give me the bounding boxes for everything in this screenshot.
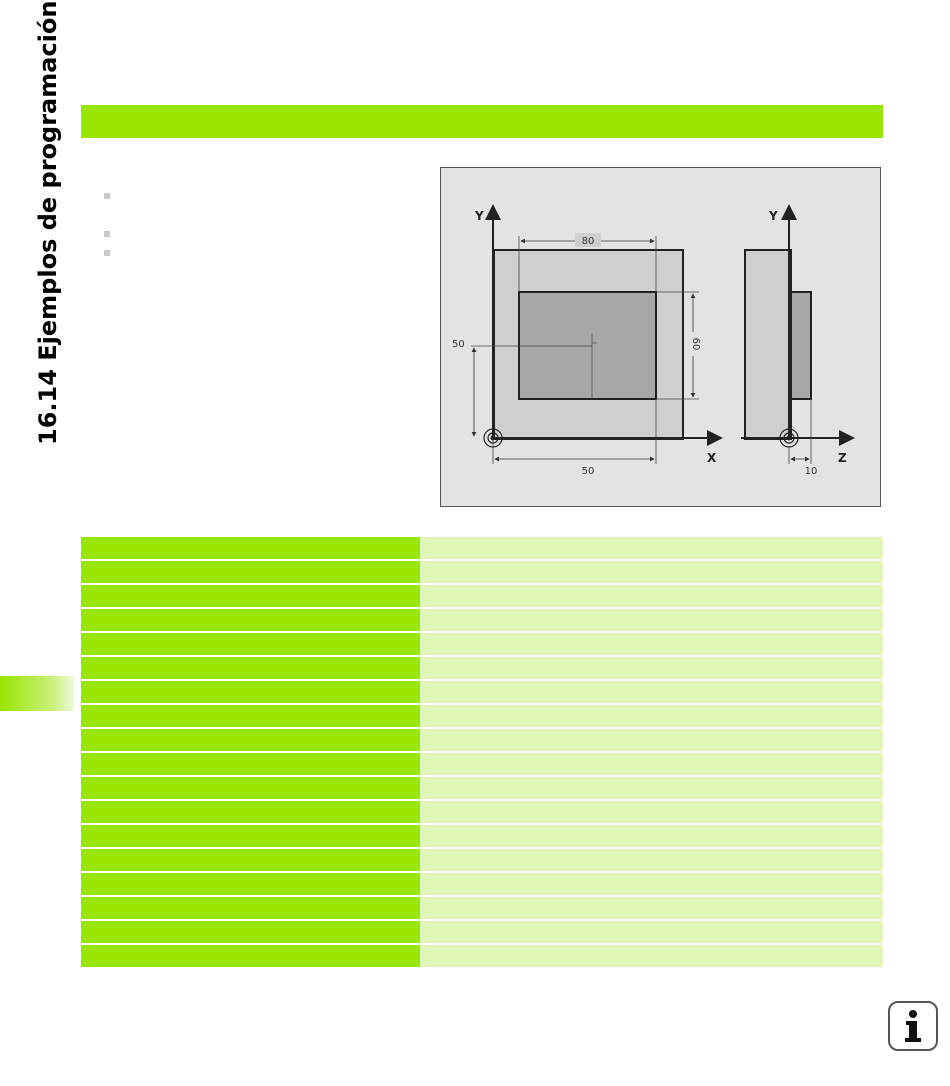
table-row [81, 561, 883, 583]
side-workpiece [745, 250, 791, 439]
table-cell-comment [420, 705, 883, 727]
table-cell-comment [420, 561, 883, 583]
table-cell-comment [420, 945, 883, 967]
table-row [81, 945, 883, 967]
program-table [81, 537, 883, 969]
table-row [81, 705, 883, 727]
side-pocket [791, 292, 811, 399]
table-cell-comment [420, 777, 883, 799]
table-cell-comment [420, 825, 883, 847]
table-cell-comment [420, 753, 883, 775]
table-cell-code [81, 921, 420, 943]
table-row [81, 633, 883, 655]
table-cell-code [81, 873, 420, 895]
table-row [81, 609, 883, 631]
dim-label-50-y: 50 [452, 339, 465, 350]
table-row [81, 657, 883, 679]
table-cell-code [81, 561, 420, 583]
table-row [81, 537, 883, 559]
table-row [81, 825, 883, 847]
table-cell-comment [420, 849, 883, 871]
table-row [81, 585, 883, 607]
table-cell-code [81, 705, 420, 727]
bullet-marker [104, 193, 110, 199]
section-header-bar [81, 105, 883, 138]
table-row [81, 873, 883, 895]
table-cell-code [81, 849, 420, 871]
table-cell-code [81, 657, 420, 679]
chapter-tab [0, 676, 74, 711]
technical-drawing [441, 168, 882, 508]
table-cell-code [81, 777, 420, 799]
dim-label-50-x: 50 [581, 466, 595, 477]
table-row [81, 681, 883, 703]
table-row [81, 729, 883, 751]
table-cell-code [81, 681, 420, 703]
section-title: 16.14 Ejemplos de programación [34, 0, 62, 445]
table-row [81, 753, 883, 775]
table-cell-comment [420, 537, 883, 559]
side-view [741, 206, 853, 477]
table-cell-code [81, 609, 420, 631]
table-cell-comment [420, 633, 883, 655]
table-cell-comment [420, 657, 883, 679]
table-cell-comment [420, 585, 883, 607]
table-cell-code [81, 825, 420, 847]
table-cell-comment [420, 681, 883, 703]
dim-label-60: 60 [690, 337, 701, 351]
z-axis-label: Z [838, 451, 847, 465]
table-row [81, 921, 883, 943]
front-view [452, 206, 721, 477]
table-cell-code [81, 729, 420, 751]
table-cell-comment [420, 873, 883, 895]
table-cell-code [81, 753, 420, 775]
bullet-marker [104, 231, 110, 237]
pocket-rect [519, 292, 656, 399]
info-icon [898, 1008, 928, 1044]
drawing-figure [440, 167, 881, 507]
y-axis-label: Y [475, 209, 484, 223]
table-cell-code [81, 897, 420, 919]
table-cell-code [81, 945, 420, 967]
table-row [81, 849, 883, 871]
table-row [81, 777, 883, 799]
x-axis-label: X [707, 451, 717, 465]
table-cell-comment [420, 609, 883, 631]
table-row [81, 897, 883, 919]
bullet-marker [104, 250, 110, 256]
table-cell-code [81, 537, 420, 559]
table-row [81, 801, 883, 823]
table-cell-comment [420, 921, 883, 943]
dim-label-80: 80 [581, 236, 595, 247]
y-axis-side-label: Y [769, 209, 778, 223]
table-cell-code [81, 801, 420, 823]
table-cell-comment [420, 801, 883, 823]
table-cell-comment [420, 729, 883, 751]
table-cell-code [81, 585, 420, 607]
info-button[interactable] [888, 1001, 938, 1051]
table-cell-comment [420, 897, 883, 919]
dim-label-10: 10 [804, 466, 818, 477]
table-cell-code [81, 633, 420, 655]
